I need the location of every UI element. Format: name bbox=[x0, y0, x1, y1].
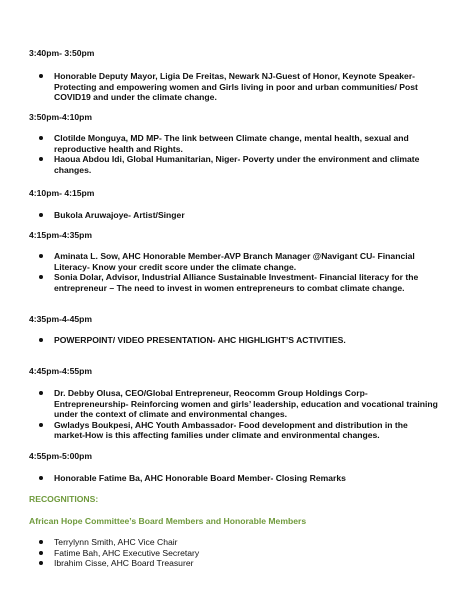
speaker-text: Bukola Aruwajoye- Artist/Singer bbox=[54, 210, 185, 220]
speaker-text: POWERPOINT/ VIDEO PRESENTATION- AHC HIGHLIGHT’S ACTIVITIES. bbox=[54, 335, 346, 345]
session-items bbox=[29, 251, 439, 293]
recognitions-block bbox=[29, 494, 439, 505]
list-item bbox=[29, 335, 439, 346]
recognitions-subheading-block bbox=[29, 516, 439, 527]
bullet-icon bbox=[39, 275, 43, 279]
list-item bbox=[29, 251, 439, 272]
speaker-text: Dr. Debby Olusa, CEO/Global Entrepreneur, Reocomm Group Holdings Corp- Entrepreneurship- Reinforcing women and girls’ leadership, education and vocational training under the context of climate and environmental changes. bbox=[54, 388, 438, 420]
session-items bbox=[29, 210, 439, 221]
session-block bbox=[29, 188, 439, 199]
session-time: 4:55pm-5:00pm bbox=[29, 451, 93, 461]
speaker-list bbox=[29, 473, 439, 484]
list-item bbox=[29, 388, 439, 420]
bullet-icon bbox=[39, 213, 43, 217]
list-item bbox=[29, 154, 439, 175]
bullet-icon bbox=[39, 338, 43, 342]
list-item bbox=[29, 272, 439, 293]
recognitions-subheading: African Hope Committee’s Board Members and Honorable Members bbox=[29, 516, 307, 526]
session-block bbox=[29, 48, 439, 59]
bullet-icon bbox=[39, 157, 43, 161]
session-block bbox=[29, 451, 439, 462]
speaker-list bbox=[29, 251, 439, 293]
speaker-text: Honorable Fatime Ba, AHC Honorable Board Member- Closing Remarks bbox=[54, 473, 346, 483]
session-time: 3:40pm- 3:50pm bbox=[29, 48, 95, 58]
speaker-list bbox=[29, 388, 439, 441]
session-block bbox=[29, 314, 439, 325]
session-time: 4:35pm-4-45pm bbox=[29, 314, 93, 324]
session-time: 4:45pm-4:55pm bbox=[29, 366, 93, 376]
recognitions-heading: RECOGNITIONS: bbox=[29, 494, 99, 504]
list-item bbox=[29, 420, 439, 441]
list-item bbox=[29, 537, 439, 548]
bullet-icon bbox=[39, 136, 43, 140]
speaker-text: Gwladys Boukpesi, AHC Youth Ambassador- Food development and distribution in the market-How is this affecting families under climate and environmental changes. bbox=[54, 419, 408, 441]
session-block bbox=[29, 112, 439, 123]
speaker-list bbox=[29, 133, 439, 175]
session-time: 4:10pm- 4:15pm bbox=[29, 188, 95, 198]
speaker-list bbox=[29, 71, 439, 103]
bullet-icon bbox=[39, 74, 43, 78]
session-block bbox=[29, 230, 439, 241]
list-item bbox=[29, 71, 439, 103]
member-text: Ibrahim Cisse, AHC Board Treasurer bbox=[54, 558, 194, 569]
speaker-text: Clotilde Monguya, MD MP- The link between Climate change, mental health, sexual and reproductive health and Rights. bbox=[54, 133, 409, 154]
session-items bbox=[29, 71, 439, 103]
bullet-icon bbox=[39, 540, 43, 544]
session-items bbox=[29, 133, 439, 175]
session-time: 4:15pm-4:35pm bbox=[29, 230, 93, 240]
speaker-text: Sonia Dolar, Advisor, Industrial Alliance Sustainable Investment- Financial literacy for the entrepreneur – The need to invest in women entrepreneurs to combat climate change. bbox=[54, 272, 419, 293]
members-list bbox=[29, 537, 439, 569]
speaker-text: Honorable Deputy Mayor, Ligia De Freitas, Newark NJ-Guest of Honor, Keynote Speaker- Protecting and empowering women and Girls living in poor and urban communities/ Post COVID19 and under the climate change. bbox=[54, 71, 418, 103]
session-time: 3:50pm-4:10pm bbox=[29, 112, 93, 122]
session-items bbox=[29, 388, 439, 441]
list-item bbox=[29, 548, 439, 559]
member-text: Fatime Bah, AHC Executive Secretary bbox=[54, 547, 200, 558]
member-text: Terrylynn Smith, AHC Vice Chair bbox=[54, 537, 178, 547]
list-item bbox=[29, 473, 439, 484]
session-items bbox=[29, 335, 439, 346]
speaker-text: Haoua Abdou Idi, Global Humanitarian, Niger- Poverty under the environment and climate changes. bbox=[54, 154, 420, 175]
bullet-icon bbox=[39, 254, 43, 258]
list-item bbox=[29, 210, 439, 221]
session-items bbox=[29, 473, 439, 484]
bullet-icon bbox=[39, 476, 43, 480]
list-item bbox=[29, 558, 439, 569]
session-block bbox=[29, 366, 439, 377]
speaker-list bbox=[29, 210, 439, 221]
speaker-list bbox=[29, 335, 439, 346]
members-block bbox=[29, 537, 439, 569]
bullet-icon bbox=[39, 551, 43, 555]
list-item bbox=[29, 133, 439, 154]
bullet-icon bbox=[39, 391, 43, 395]
bullet-icon bbox=[39, 423, 43, 427]
bullet-icon bbox=[39, 561, 43, 565]
speaker-text: Aminata L. Sow, AHC Honorable Member-AVP Branch Manager @Navigant CU- Financial Literacy- Know your credit score under the climate change. bbox=[54, 251, 415, 272]
